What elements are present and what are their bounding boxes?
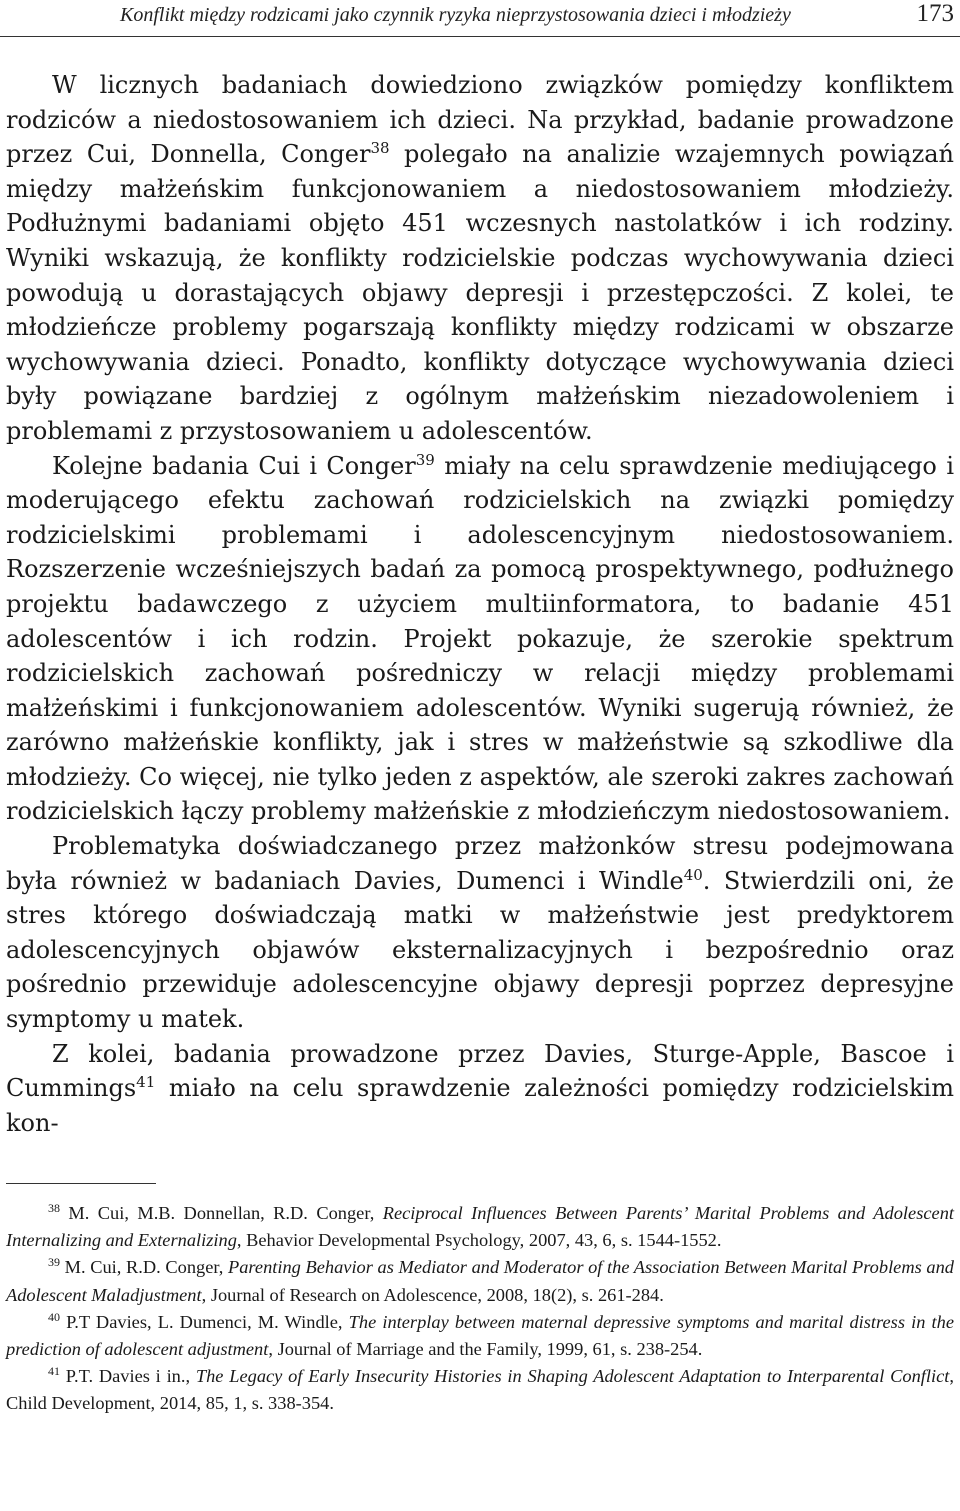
footnote-ref: 38 (370, 139, 390, 158)
text-run: W licznych badaniach dowiedziono związków pomiędzy konfliktem rodziców a niedostosowaniem ich dzieci. Na przykład, badanie prowadzone przez Cui, Donnella, Conger (6, 71, 954, 169)
body-paragraph (6, 68, 954, 449)
footnote-number: 40 (48, 1309, 60, 1324)
footnote-number: 39 (48, 1255, 60, 1270)
text-run: , Journal of Marriage and the Family, 1999, 61, s. 238-254. (268, 1339, 703, 1360)
footnote-ref: 39 (415, 450, 435, 469)
footnote (6, 1363, 954, 1417)
text-run: . Stwierdzili oni, że stres którego doświadczają matki w małżeństwie jest predyktorem adolescencyjnych objawów eksternalizacyjnych i bezpośrednio oraz pośrednio przewiduje adolescencyjne objawy depresji poprzez depresyjne symptomy u matek. (6, 866, 954, 1034)
text-run: P.T Davies, L. Dumenci, M. Windle, (60, 1311, 349, 1332)
page-number: 173 (916, 0, 954, 27)
text-run: polegało na analizie wzajemnych powiązań między małżeńskim funkcjonowaniem a niedostosowaniem młodzieży. Podłużnymi badaniami objęto 451 wczesnych nastolatków i ich rodziny. Wyniki wskazują, że konflikty rodzicielskie podczas wychowywania dzieci powodują u dorastających objawy depresji i przestępczości. Z kolei, te młodzieńcze problemy pogarszają konflikty między rodzicami w obszarze wychowywania dzieci. Ponadto, konflikty dotyczące wychowywania dzieci były powiązane bardziej z ogólnym małżeńskim niezadowoleniem i problemami z przystosowaniem u adolescentów. (6, 140, 955, 445)
body-paragraph (6, 1037, 954, 1141)
text-run: Kolejne badania Cui i Conger (52, 451, 416, 480)
footnote (6, 1309, 954, 1363)
text-run: , Child Development, 2014, 85, 1, s. 338-354. (6, 1366, 954, 1414)
footnote-ref: 40 (683, 865, 703, 884)
text-run: , Behavior Developmental Psychology, 2007, 43, 6, s. 1544-1552. (236, 1230, 722, 1251)
text-run: P.T. Davies i in., (60, 1366, 196, 1387)
footnote-separator (6, 1183, 156, 1184)
header-rule (0, 36, 960, 37)
text-run: miało na celu sprawdzenie zależności pomiędzy rodzicielskim kon- (6, 1074, 954, 1137)
footnote (6, 1200, 954, 1254)
running-title: Konflikt między rodzicami jako czynnik ryzyka nieprzystosowania dzieci i młodzieży (120, 4, 791, 26)
text-run: Problematyka doświadczanego przez małżonków stresu podejmowana była również w badaniach Davies, Dumenci i Windle (6, 832, 954, 895)
footnote-ref: 41 (136, 1073, 156, 1092)
text-run: miały na celu sprawdzenie mediującego i moderującego efektu zachowań rodzicielskich na związki pomiędzy rodzicielskimi problemami i adolescencyjnym niedostosowaniem. Rozszerzenie wcześniejszych badań za pomocą prospektywnego, podłużnego projektu badawczego z użyciem multiinformatora, to badanie 451 adolescentów i ich rodzin. Projekt pokazuje, że szerokie spektrum rodzicielskich zachowań pośredniczy w relacji między problemami małżeńskimi i funkcjonowaniem adolescentów. Wyniki sugerują również, że zarówno małżeńskie konflikty, jak i stres w małżeństwie są szkodliwe dla młodzieży. Co więcej, nie tylko jeden z aspektów, ale szeroki zakres zachowań rodzicielskich łączy problemy małżeńskie z młodzieńczym niedostosowaniem. (6, 451, 954, 826)
text-run: M. Cui, M.B. Donnellan, R.D. Conger, (60, 1203, 383, 1223)
citation-title: The interplay between maternal depressive symptoms and marital distress in the prediction of adolescent adjustment (6, 1311, 954, 1360)
footnotes (6, 1200, 954, 1418)
text-run: M. Cui, R.D. Conger, (60, 1257, 228, 1278)
text-run: , Journal of Research on Adolescence, 2008, 18(2), s. 261-284. (201, 1284, 664, 1305)
footnote-number: 41 (48, 1364, 60, 1379)
text-run: Z kolei, badania prowadzone przez Davies, Sturge-Apple, Bascoe i Cummings (6, 1039, 954, 1103)
footnote (6, 1254, 954, 1308)
body-paragraph (6, 449, 954, 830)
body-text (6, 68, 954, 1140)
citation-title: Reciprocal Influences Between Parents’ Marital Problems and Adolescent Internalizing and Externalizing (6, 1203, 954, 1251)
footnote-number: 38 (48, 1200, 60, 1215)
citation-title: The Legacy of Early Insecurity Histories in Shaping Adolescent Adaptation to Interparental Conflict (195, 1366, 950, 1387)
citation-title: Parenting Behavior as Mediator and Moderator of the Association Between Marital Problems and Adolescent Maladjustment (6, 1257, 954, 1305)
body-paragraph (6, 829, 954, 1037)
running-header (0, 0, 960, 36)
